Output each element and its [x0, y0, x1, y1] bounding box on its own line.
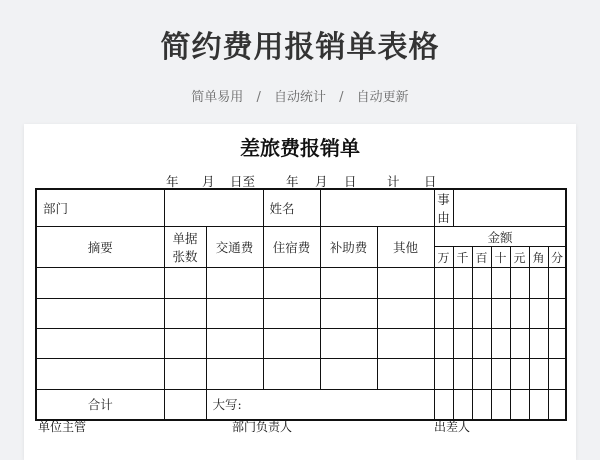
col-lodging: 住宿费: [263, 227, 320, 268]
unit-wan: 万: [434, 247, 453, 268]
form-preview: [24, 124, 576, 460]
info-row: [36, 189, 566, 227]
tag-separator: /: [256, 90, 261, 105]
form-title: 差旅费报销单: [240, 136, 360, 160]
name-field[interactable]: [320, 189, 434, 227]
unit-bai: 百: [472, 247, 491, 268]
date-day-end: 日: [344, 174, 357, 189]
col-amount: 金额: [434, 227, 566, 247]
signature-line: [24, 418, 576, 438]
feature-tags: [0, 86, 600, 105]
col-subsidy: 补助费: [320, 227, 377, 268]
date-day-start: 日至: [230, 174, 256, 189]
total-row: [36, 390, 566, 420]
table-row: [36, 299, 566, 329]
header-row: [36, 227, 566, 247]
reason-label: 事由: [434, 189, 453, 227]
date-total: 计: [387, 174, 400, 189]
col-receipts: [164, 227, 206, 268]
col-receipts-line1: 单据: [172, 231, 198, 246]
col-other: 其他: [377, 227, 434, 268]
unit-jiao: 角: [529, 247, 548, 268]
department-field[interactable]: [164, 189, 263, 227]
expense-table: [35, 188, 567, 421]
tag-separator: /: [339, 90, 344, 105]
department-label: 部门: [36, 189, 164, 227]
date-month-start: 月: [202, 174, 215, 189]
unit-qian: 千: [453, 247, 472, 268]
col-transport: 交通费: [206, 227, 263, 268]
tag-auto-update: 自动更新: [356, 90, 409, 105]
tag-easy: 简单易用: [191, 90, 244, 105]
table-row: [36, 359, 566, 390]
capital-label: 大写:: [212, 397, 242, 413]
unit-shi: 十: [491, 247, 510, 268]
total-receipts[interactable]: [164, 390, 206, 420]
tag-auto-stat: 自动统计: [273, 90, 326, 105]
date-year-start: 年: [166, 174, 179, 189]
col-receipts-line2: 张数: [172, 249, 198, 264]
date-year-end: 年: [286, 174, 299, 189]
unit-fen: 分: [548, 247, 566, 268]
sign-dept-head: 部门负责人: [232, 420, 293, 434]
sign-traveler: 出差人: [434, 420, 471, 434]
capital-amount-field[interactable]: [206, 390, 434, 420]
date-total-days: 日: [424, 174, 437, 189]
unit-yuan: 元: [510, 247, 529, 268]
table-row: [36, 329, 566, 359]
col-summary: 摘要: [36, 227, 164, 268]
reason-field[interactable]: [453, 189, 566, 227]
total-label: 合计: [36, 390, 164, 420]
date-month-end: 月: [315, 174, 328, 189]
sign-supervisor: 单位主管: [38, 420, 87, 434]
page-title: 简约费用报销单表格: [160, 30, 440, 65]
table-row: [36, 268, 566, 299]
name-label: 姓名: [263, 189, 320, 227]
